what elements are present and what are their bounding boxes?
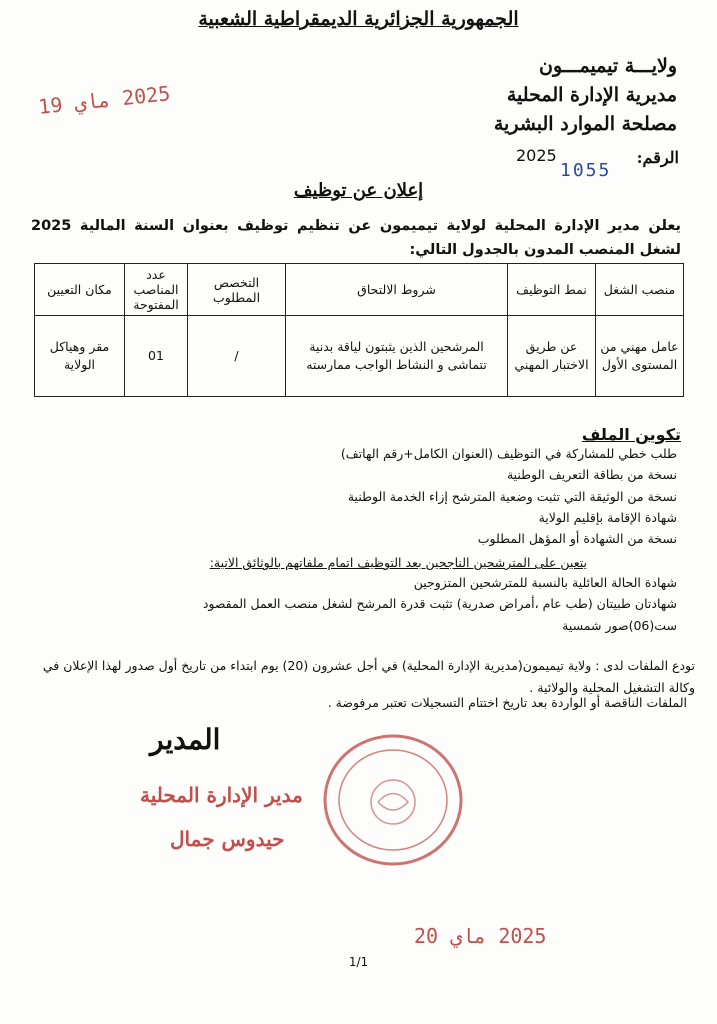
signature-line-title: مدير الإدارة المحلية: [140, 783, 303, 807]
additional-documents-list: [202, 572, 677, 636]
table-header: منصب الشغل: [596, 264, 684, 316]
table-cell: عامل مهني من المستوى الأول: [596, 316, 684, 397]
table-header: مكان التعيين: [35, 264, 125, 316]
table-cell: المرشحين الذين يثبتون لياقة بدنية تتماشى و النشاط الواجب ممارسته: [286, 316, 508, 397]
received-date-stamp: 2025 ماي 19: [37, 81, 172, 119]
table-cell: /: [188, 316, 286, 397]
table-header: شروط الالتحاق: [286, 264, 508, 316]
list-item: طلب خطي للمشاركة في التوظيف (العنوان الكامل+رقم الهاتف): [340, 446, 677, 461]
reference-year: 2025: [516, 146, 557, 165]
table-cell: مقر وهياكل الولاية: [35, 316, 125, 397]
reference-label: الرقم:: [636, 148, 679, 167]
required-documents-list: [257, 443, 677, 549]
table-cell: عن طريق الاختبار المهني: [508, 316, 596, 397]
reference-number: 1055: [560, 160, 612, 181]
list-item: شهادتان طبيتان (طب عام ،أمراض صدرية) تثبت قدرة المرشح لشغل منصب العمل المقصود: [202, 596, 677, 612]
signature-line-name: حيدوس جمال: [170, 827, 285, 851]
table-header: التخصص المطلوب: [188, 264, 286, 316]
wilaya-name: ولايـــة تيميمـــون: [539, 55, 677, 77]
list-item: ست(06)صور شمسية: [562, 617, 677, 633]
page-number: 1/1: [348, 955, 369, 969]
list-item: نسخة من الوثيقة التي تثبت وضعية المترشح إزاء الخدمة الوطنية: [347, 488, 677, 504]
announcement-intro: يعلن مدير الإدارة المحلية لولاية تيميمون عن تنظيم توظيف بعنوان السنة المالية 2025 لشغل المنصب المدون بالجدول التالي:: [31, 218, 681, 258]
director-title: المدير: [150, 723, 221, 756]
table-cell: 01: [125, 316, 188, 397]
positions-table: [34, 263, 684, 397]
list-item: شهادة الإقامة بإقليم الولاية: [538, 509, 677, 525]
file-heading: تكوين الملف: [581, 425, 681, 444]
late-files-note: الملفات الناقصة أو الواردة بعد تاريخ اختتام التسجيلات تعتبر مرفوضة .: [327, 695, 687, 710]
announcement-title: إعلان عن توظيف: [293, 180, 424, 201]
list-item: نسخة من بطاقة التعريف الوطنية: [506, 467, 677, 483]
republic-heading: الجمهورية الجزائرية الديمقراطية الشعبية: [198, 8, 519, 30]
deposit-instructions: تودع الملفات لدى : ولاية تيميمون(مديرية الإدارة المحلية) في أجل عشرون (20) يوم ابتداء من تاريخ أول صدور لهذا الإعلان في وكالة التشغيل المحلية والولائية .: [42, 658, 695, 695]
list-item: شهادة الحالة العائلية بالنسبة للمترشحين المتزوجين: [413, 575, 677, 590]
table-header: نمط التوظيف: [508, 264, 596, 316]
footer-date-stamp: 2025 ماي 20: [414, 924, 547, 948]
service-name: مصلحة الموارد البشرية: [493, 113, 677, 135]
list-item: نسخة من الشهادة أو المؤهل المطلوب: [477, 531, 677, 547]
completion-note: يتعين على المترشحين الناجحين بعد التوظيف اتمام ملفاتهم بالوثائق الاتية:: [209, 555, 587, 570]
table-row: [35, 316, 684, 397]
directorate-name: مديرية الإدارة المحلية: [506, 84, 677, 106]
table-header: عدد المناصب المفتوحة: [125, 264, 188, 316]
official-seal: [318, 730, 468, 870]
